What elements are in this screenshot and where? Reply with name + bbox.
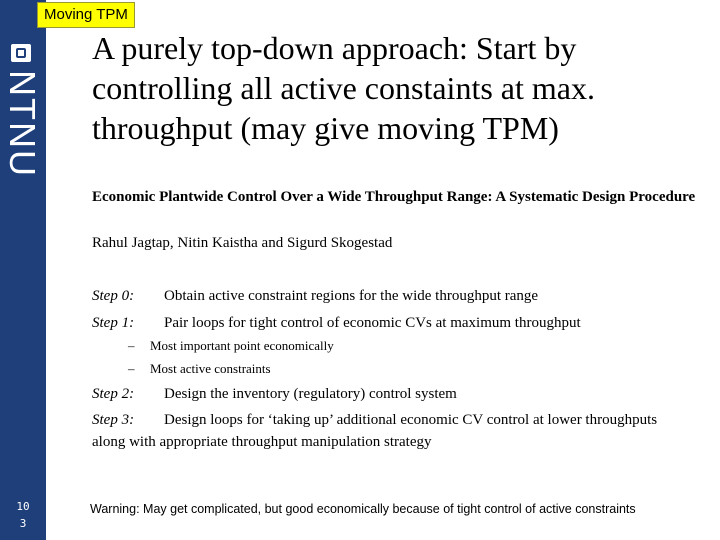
step-2 [92, 384, 457, 404]
step-label: Step 3: [92, 412, 135, 428]
logo-text: NTNU [2, 70, 43, 178]
step-label: Step 1: [92, 315, 135, 331]
step-text: Design the inventory (regulatory) control system [164, 386, 457, 402]
sidebar [0, 0, 46, 540]
page-number [0, 498, 46, 532]
warning-note: Warning: May get complicated, but good economically because of tight control of active constraints [90, 502, 636, 516]
step-label: Step 0: [92, 288, 135, 304]
step-label: Step 2: [92, 386, 135, 402]
dash-bullet: – [128, 361, 135, 376]
sub-item [128, 360, 271, 378]
page-number-line2: 3 [19, 517, 27, 530]
page-number-line1: 10 [16, 500, 30, 513]
sub-item-text: Most important point economically [150, 338, 334, 353]
dash-bullet: – [128, 338, 135, 353]
step-0 [92, 286, 538, 306]
ntnu-logo-icon [11, 44, 31, 62]
step-1 [92, 313, 581, 333]
step-3 [92, 409, 682, 453]
step-text: Obtain active constraint regions for the wide throughput range [164, 288, 539, 304]
topic-tag: Moving TPM [37, 2, 135, 28]
reference-authors: Rahul Jagtap, Nitin Kaistha and Sigurd Skogestad [92, 235, 393, 251]
reference-title: Economic Plantwide Control Over a Wide Throughput Range: A Systematic Design Procedure [92, 189, 696, 205]
sub-item [128, 337, 334, 355]
step-text: Pair loops for tight control of economic CVs at maximum throughput [164, 315, 581, 331]
step-text: Design loops for ‘taking up’ additional economic CV control at lower throughputs along with appropriate throughput manipulation strategy [92, 412, 658, 450]
sub-item-text: Most active constraints [150, 361, 271, 376]
slide-title: A purely top-down approach: Start by controlling all active constaints at max. throughput (may give moving TPM) [92, 30, 595, 146]
